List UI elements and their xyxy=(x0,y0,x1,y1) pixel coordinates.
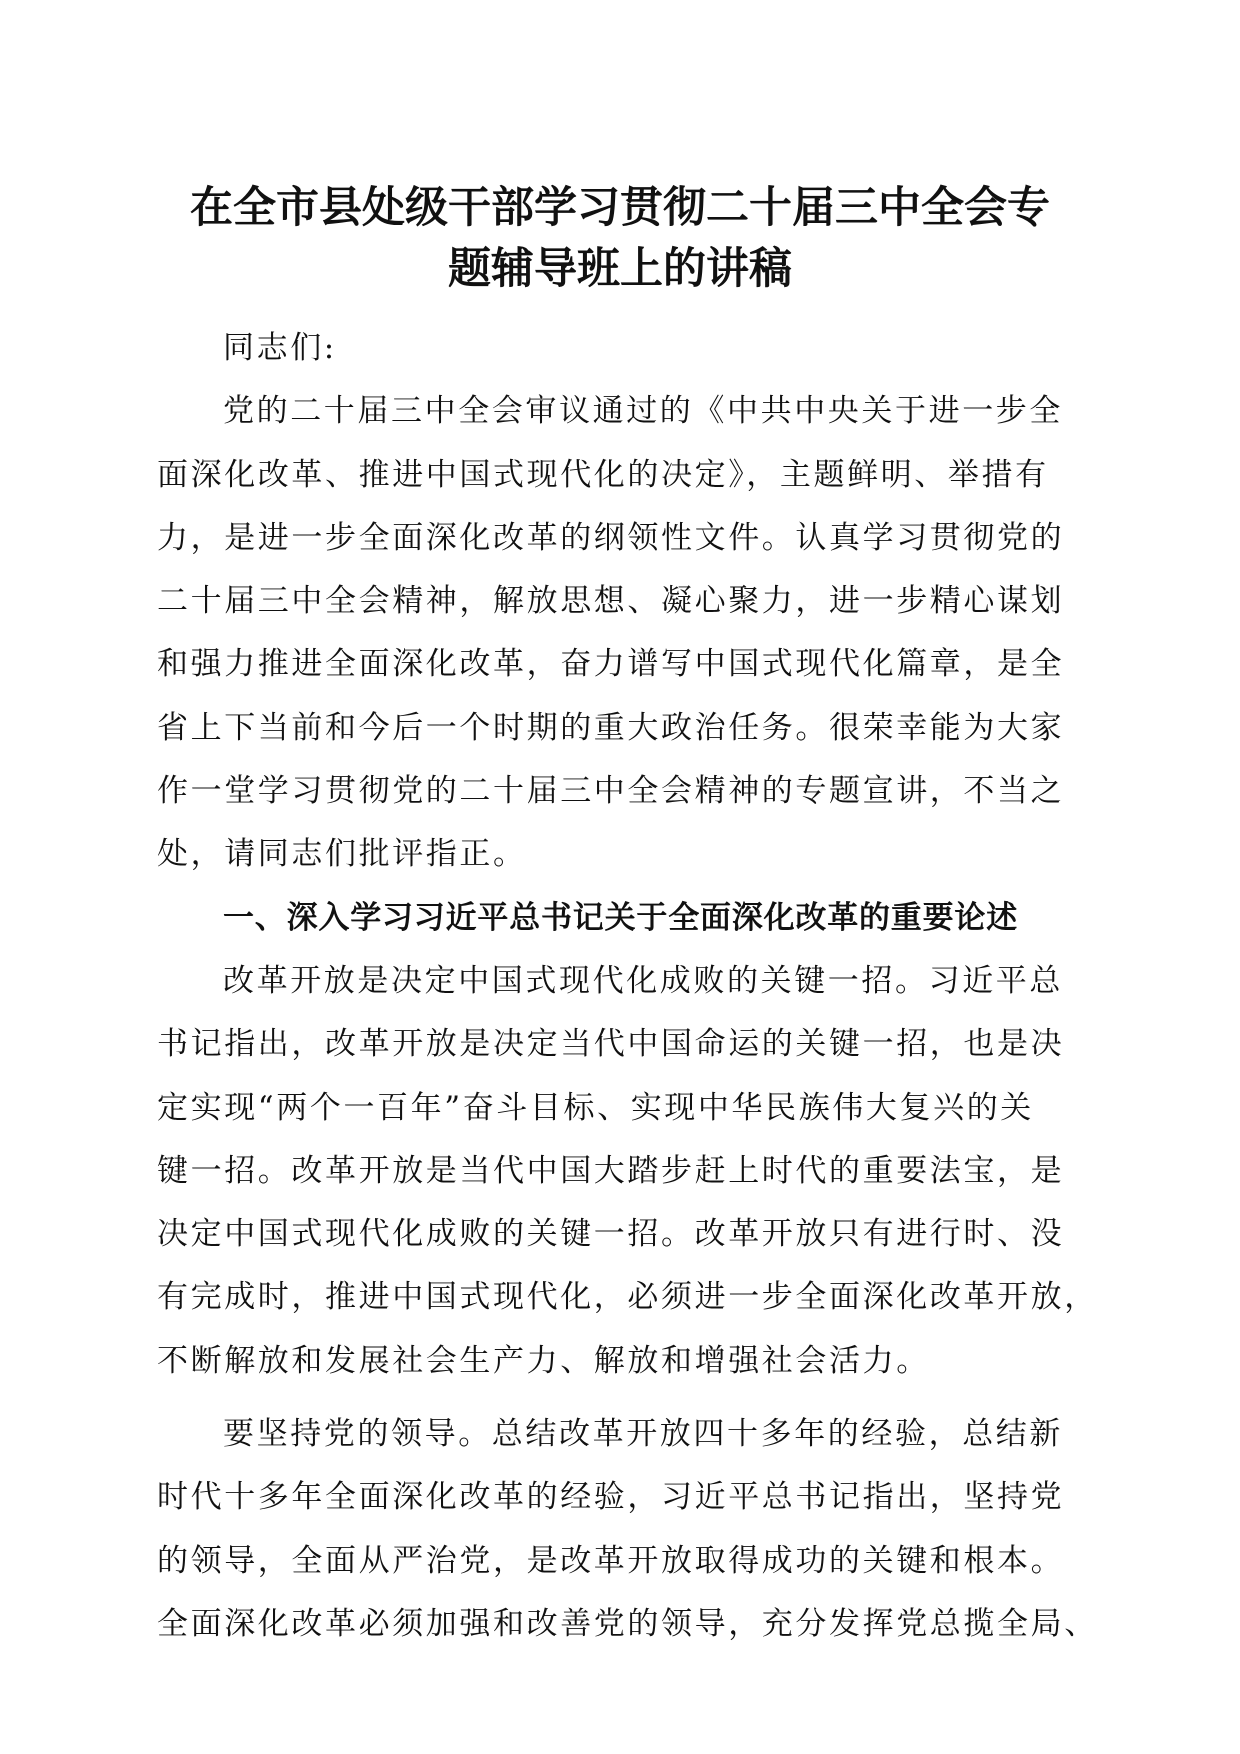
paragraph-line: 有完成时，推进中国式现代化，必须进一步全面深化改革开放， xyxy=(157,1279,1098,1316)
intro-line: 力，是进一步全面深化改革的纲领性文件。认真学习贯彻党的 xyxy=(157,519,1065,556)
paragraph-line: 不断解放和发展社会生产力、解放和增强社会活力。 xyxy=(157,1342,930,1379)
paragraph-line: 时代十多年全面深化改革的经验，习近平总书记指出，坚持党 xyxy=(157,1479,1065,1516)
intro-line: 党的二十届三中全会审议通过的《中共中央关于进一步全 xyxy=(223,393,1063,430)
title-line: 题辅导班上的讲稿 xyxy=(448,244,792,294)
paragraph-line: 全面深化改革必须加强和改善党的领导，充分发挥党总揽全局、 xyxy=(157,1605,1098,1642)
document-title xyxy=(140,178,1100,300)
paragraph-line: 改革开放是决定中国式现代化成败的关键一招。习近平总 xyxy=(223,962,1063,999)
intro-line: 省上下当前和今后一个时期的重大政治任务。很荣幸能为大家 xyxy=(157,709,1065,746)
title-line: 在全市县处级干部学习贯彻二十届三中全会专 xyxy=(190,183,1050,233)
intro-line: 作一堂学习贯彻党的二十届三中全会精神的专题宣讲，不当之 xyxy=(157,773,1065,810)
paragraph-line: 键一招。改革开放是当代中国大踏步赶上时代的重要法宝，是 xyxy=(157,1152,1065,1189)
document-body xyxy=(157,317,1098,1656)
intro-line: 二十届三中全会精神，解放思想、凝心聚力，进一步精心谋划 xyxy=(157,583,1065,620)
salutation: 同志们: xyxy=(223,330,337,366)
paragraph-line: 定实现“两个一百年”奋斗目标、实现中华民族伟大复兴的关 xyxy=(157,1089,1034,1126)
intro-line: 面深化改革、推进中国式现代化的决定》，主题鲜明、举措有 xyxy=(157,456,1049,493)
paragraph-line: 决定中国式现代化成败的关键一招。改革开放只有进行时、没 xyxy=(157,1216,1065,1253)
intro-line: 处，请同志们批评指正。 xyxy=(157,836,527,873)
paragraph-spacing xyxy=(157,1393,1067,1403)
section-heading: 一、深入学习习近平总书记关于全面深化改革的重要论述 xyxy=(223,899,1018,936)
intro-line: 和强力推进全面深化改革，奋力谱写中国式现代化篇章，是全 xyxy=(157,646,1065,683)
paragraph-line: 要坚持党的领导。总结改革开放四十多年的经验，总结新 xyxy=(223,1416,1063,1453)
paragraph-line: 书记指出，改革开放是决定当代中国命运的关键一招，也是决 xyxy=(157,1026,1065,1063)
paragraph-line: 的领导，全面从严治党，是改革开放取得成功的关键和根本。 xyxy=(157,1542,1065,1579)
